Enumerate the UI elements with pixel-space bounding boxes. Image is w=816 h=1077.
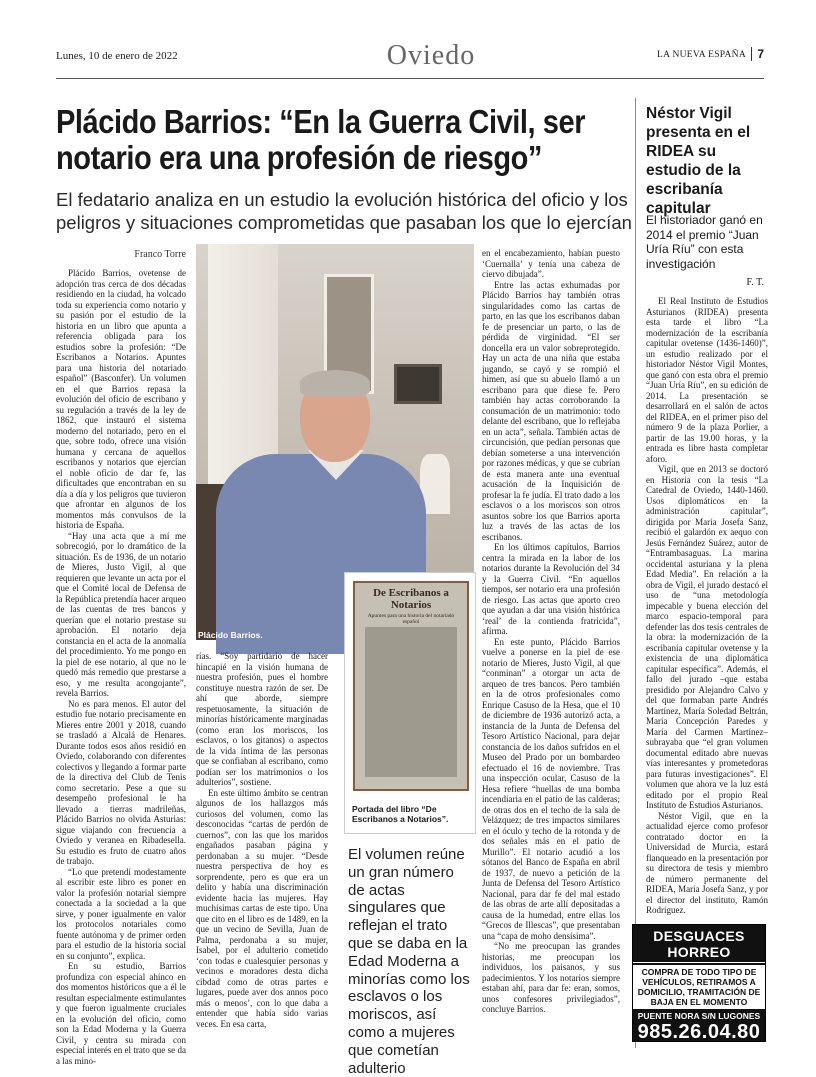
photo-caption: Plácido Barrios. [198,630,263,640]
paragraph: En este último ámbito se centran algunos de los hallazgos más curiosos del volumen, como las desconocidas “cartas de perdón de cuernos”, con las que los maridos engañados pasaban página y perdonaban a su mujer. “Desde nuestra perspectiva de hoy es sorprendente, pero es que era un delito y había una discriminación evidente hacia las mujeres. Hay muchísimas cartas de este tipo. Una que cito en el libro es de 1489, en la que un vecino de Sevilla, Juan de Palma, perdonaba a su mujer, Isabel, por el adulterio cometido ‘con todas e cualesquier personas y vecinos e moradores desta dicha cibdad como de otras partes e lugares, puede aver dos annos poco más o menos’, con lo que daba a entender que había sido varias veces. En esa carta, [196,787,328,1029]
paragraph: “Lo que pretendí modestamente al escribir este libro es poner en valor la profesión notarial siempre conectada a la sociedad a la que sirve, y poner igualmente en valor los protocolos notariales como fuente autónoma y de primer orden para el estudio de la historia social en su conjunto”, explica. [56,866,186,961]
article-column-3 [482,248,620,1043]
paragraph: El Real Instituto de Estudios Asturianos (RIDEA) presenta esta tarde el libro “La modernización de la escribanía capitular ovetense (1436-1460)”, un estudio realizado por el historiador Néstor Vigil Montes, que ganó con esta obra el premio “Juan Uría Ríu”, en su edición de 2014. La presentación se desarrollará en el salón de actos del RIDEA, en el primer piso del número 9 de la plaza Porlier, a partir de las 19.00 horas, y la entrada es libre hasta completar aforo. [646,296,768,464]
sidebar-byline: F. T. [746,277,764,288]
book-document-illustration [365,627,457,777]
book-cover-box [344,572,476,834]
ad-phone: 985.26.04.80 [637,1021,761,1043]
byline: Franco Torre [134,249,186,260]
page-number: 7 [751,47,764,61]
pull-quote: El volumen reúne un gran número de actas singulares que reflejan el trato que se daba en la Edad Moderna a minorías como los esclavos o los moriscos, así como a mujeres que cometían adulterio [348,846,470,1077]
paragraph: Néstor Vigil, que en la actualidad ejerce como profesor contratado doctor en la Universidad de Murcia, estará flanqueado en la presentación por su directora de tesis y miembro de número permanente del RIDEA, María Josefa Sanz, y por el director del instituto, Ramón Rodríguez. [646,810,768,915]
article-subhead: El fedatario analiza en un estudio la evolución histórica del oficio y los peligros y situaciones comprometidas que pasaban los que lo ejercían [56,189,632,233]
book-title: De Escribanos a Notarios [373,587,449,611]
paragraph: En su estudio, Barrios profundiza con especial ahínco en dos momentos históricos que a él le resultan especialmente estimulantes y que fueron igualmente cruciales en la evolución del oficio, como son la Edad Moderna y la Guerra Civil, y centra su mirada con especial interés en el trato que se da a las mino- [56,961,186,1066]
paragraph: En este punto, Plácido Barrios vuelve a ponerse en la piel de ese notario de Mieres, Justo Vigil, al que “conminan” a otorgar un acta de arqueo de tres bancos. Pero también en la de otros profesionales como Enrique Casuso de la Hesa, que el 10 de diciembre de 1936 autorizó acta, a instancia de la Junta de Defensa del Tesoro Artístico Nacional, para dejar constancia de los daños sufridos en el Museo del Prado por un bombardeo efectuado el 16 de noviembre. Tras una inspección ocular, Casuso de la Hesa refiere “huellas de una bomba incendiaria en el patio de las calderas; de otras dos en el techo de la sala de Velázquez; de tres impactos similares en el óculo y techo de la rotonda y de dos señales más en el patio de Murillo”. El notario acudió a los sótanos del Banco de España en abril de 1937, de nuevo a petición de la Junta de Defensa del Tesoro Artístico Nacional, para dar fe del mal estado de las obras de arte allí depositadas a causa de la humedad, entre ellas los “Grecos de Illescas”, que presentaban una “capa de moho densísima”. [482,636,620,941]
paragraph: “No me preocupan las grandes historias, me preocupan los individuos, los paisanos, y sus padecimientos. Y los notarios siempre estaban ahí, para dar fe: eran, somos, unos confesores privilegiados”, concluye Barrios. [482,941,620,1014]
section-title: Oviedo [386,40,476,71]
sidebar-divider [635,98,636,1048]
book-subtitle: Apuntes para una historia del notariado español [367,613,455,625]
photo-person-hair [300,370,370,396]
ad-services: COMPRA DE TODO TIPO DE VEHÍCULOS, RETIRAMOS A DOMICILIO, TRAMITACIÓN DE BAJA EN EL MOMENTO [633,965,765,1009]
article-column-2 [196,651,328,1043]
book-caption: Portada del libro “De Escribanos a Notarios”. [352,804,449,824]
paragraph: Plácido Barrios, ovetense de adopción tras cerca de dos décadas residiendo en la ciudad, ha volcado toda su experiencia como notario y su pasión por el estudio de la historia en un libro que apunta a referencia obligada para los estudios sobre la profesión: “De Escribanos a Notarios. Apuntes para una historia del notariado español” (Basconfer). Un volumen en el que Barrios repasa la evolución del oficio de escribano y su regulación a través de la ley de 1862, que instauró el sistema moderno del notariado, pero en el que, sobre todo, ofrece una visión humana y cercana de aquellos escribanos y notarios que ejercían el noble oficio de dar fe, las dificultades que encontraban en su día a día y los peligros que tuvieron que afrontar en algunos de los momentos más convulsos de la historia de España. [56,268,186,530]
paragraph: No es para menos. El autor del estudio fue notario precisamente en Mieres entre 2001 y 2018, cuando se trasladó a Alcalá de Henares. Durante todos esos años residió en Oviedo, colaborando con diferentes colectivos y llegando a formar parte de la directiva del Club de Tenis como secretario. Pese a que su desempeño profesional le ha llevado a tierras madrileñas, Plácido Barrios no olvida Asturias: sigue viajando con frecuencia a Oviedo y veranea en Ribadesella. Su estudio es fruto de cuatro años de trabajo. [56,698,186,866]
photo-painting [394,364,442,404]
sidebar-headline: Néstor Vigil presenta en el RIDEA su estudio de la escribanía capitular [646,105,751,217]
ad-company-name: DESGUACES HORREO [633,928,765,963]
newspaper-name: LA NUEVA ESPAÑA [657,50,746,60]
paragraph: “Hay una acta que a mí me sobrecogió, por lo dramático de la situación. Es de 1936, de un notario de Mieres, Justo Vigil, al que requieren que levante un acta por el que el Comité local de Defensa de la República pretendía hacer arqueo de las cuentas de tres bancos y querían que el notario prestase su aprobación. El notario deja constancia en el acta de la anomalía del procedimiento. Yo me pongo en la piel de ese notario, al que no le quedó más remedio que prestarse a eso, y me resulta acongojante”, revela Barrios. [56,530,186,698]
sidebar-column [646,296,768,914]
sidebar-subhead: El historiador ganó en 2014 el premio “Juan Uría Ríu” con esta investigación [646,213,763,271]
paragraph: En los últimos capítulos, Barrios centra la mirada en la labor de los notarios durante la Revolución del 34 y la Guerra Civil. “En aquellos tiempos, ser notario era una profesión de riesgo. Las actas que aporto creo que ayudan a dar una visión histórica ‘real’ de la contienda fratricida”, afirma. [482,542,620,636]
header-rule [56,78,764,79]
ad-address: PUENTE NORA S/N LUGONES [637,1011,761,1021]
article-column-1 [56,268,186,1066]
issue-date: Lunes, 10 de enero de 2022 [56,50,178,62]
article-headline: Plácido Barrios: “En la Guerra Civil, ser notario era una profesión de riesgo” [56,103,586,176]
paragraph: Vigil, que en 2013 se doctoró en Historia con la tesis “La Catedral de Oviedo, 1440-1460. Usos diplomáticos en la administración capitular”, dirigida por María Josefa Sanz, recibió el galardón ex aequo con Jesús Fernández Suárez, autor de “Entrambasaguas. La marina occidental asturiana y la plena Edad Media”. En relación a la obra de Vigil, el jurado destacó el uso de “una metodología impecable y buena elección del marco espacio-temporal para defender las dos tesis centrales de la obra: la modernización de la escribanía capitular ovetense y la existencia de una diplomática capitular específica”. Además, el fallo del jurado –que estaba presidido por Alejandro Calvo y del que formaban parte Andrés Martínez, María Soledad Beltrán, María Concepción Paredes y María del Carmen Martínez– subrayaba que “el gran volumen documental editado abre nuevas vías interesantes y prometedoras para futuras investigaciones”. El volumen que ahora ve la luz está editado por el propio Real Instituto de Estudios Asturianos. [646,464,768,810]
paragraph: en el encabezamiento, habían puesto ‘Cuernalla’ y tenía una cabeza de ciervo dibujada”. [482,248,620,279]
paragraph: Entre las actas exhumadas por Plácido Barrios hay también otras singularidades como las cartas de parto, en las que los escribanos daban fe de presenciar un parto, o las de pérdida de virginidad. “El ser doncella era un valor sobreprotegido. Hay un acta de una niña que estaba jugando, se cayó y se rompió el himen, así que su abuelo llamó a un escribano para que diese fe. Pero también hay actas corroborando la consumación de un matrimonio: todo delante del escribano, que lo reflejaba en un acta”, señala. También actas de circuncisión, que pedían personas que debían someterse a una intervención por razones médicas, y que se cubrían de esta manera ante una eventual acusación de la Inquisición de profesar la fe judía. El trato dado a los esclavos o a los moriscos son otros asuntos sobre los que Barrios aporta luz a través de las actas de los escribanos. [482,279,620,542]
book-cover-image [353,581,469,791]
page-header [56,40,764,74]
advertisement [632,924,766,1042]
paragraph: rías. “Soy partidario de hacer hincapié en la visión humana de nuestra profesión, pues el hombre constituye nuestra razón de ser. De ahí que aborde, siempre respetuosamente, la situación de minorías históricamente marginadas (como eran los moriscos, los esclavos, o los gitanos) o aspectos de la vida íntima de las personas que se confiaban al escribano, como podían ser los matrimonios o los adulterios”, sostiene. [196,651,328,787]
